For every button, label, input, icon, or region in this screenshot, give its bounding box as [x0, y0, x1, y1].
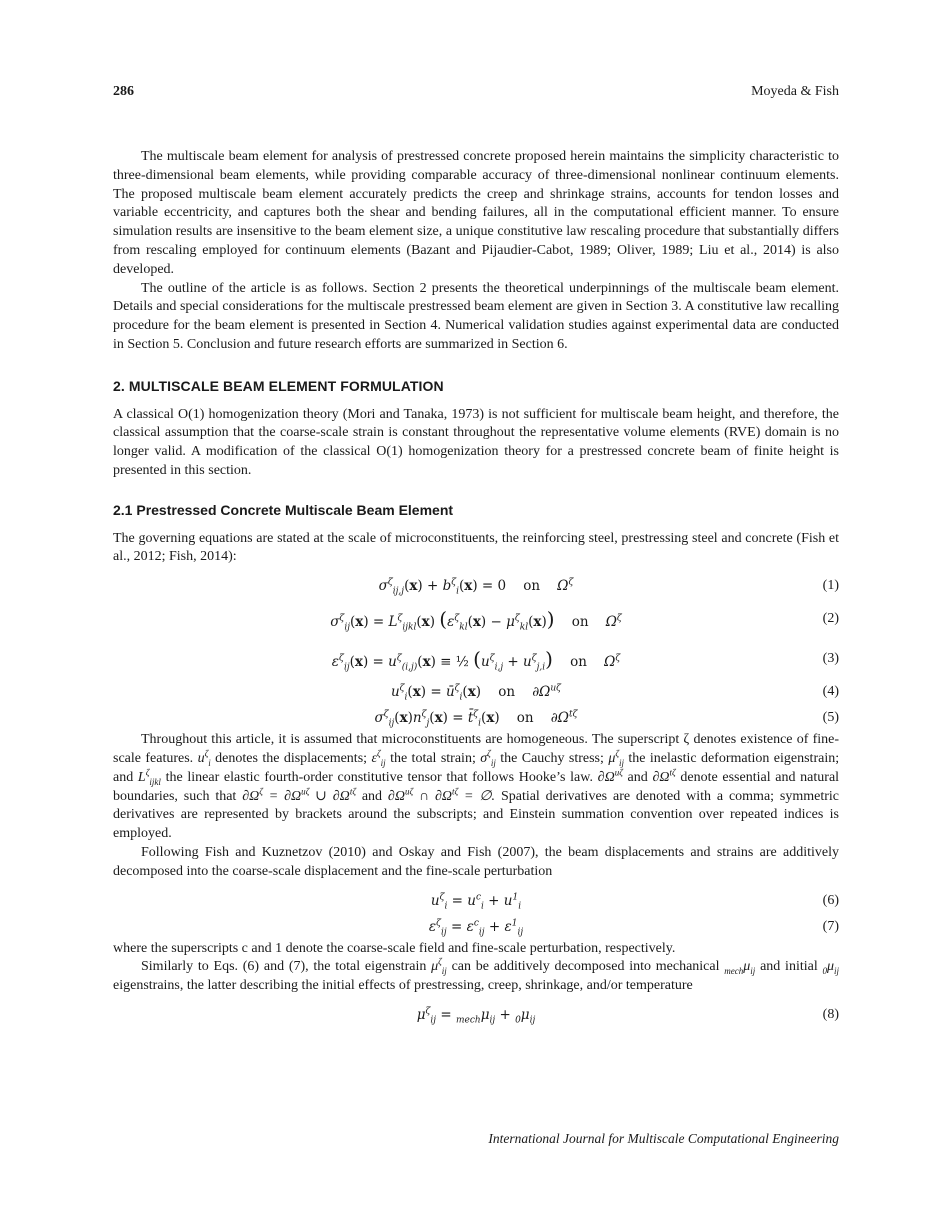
paragraph-superscripts: where the superscripts c and 1 denote the coarse-scale field and fine-scale perturbation, respectively. — [113, 940, 676, 956]
equation-number: (8) — [822, 1006, 839, 1022]
equation: $\sigma^\zeta_{ij}(x) = L^\zeta_{ijkl}(x) (\varepsilon^\zeta_{kl}(x) - \mu^\zeta_{kl}(x))$ on $\Omega^\zeta$ (2) — [113, 599, 839, 639]
equation-number: (7) — [822, 918, 839, 934]
equation: $\varepsilon^\zeta_{ij} = \varepsilon^c_{ij} + \varepsilon^1_{ij}$ (7) — [113, 914, 839, 940]
equation: $\varepsilon^\zeta_{ij}(x) = u^\zeta_{(i,j)}(x)$ ≡ ½ $(u^\zeta_{i,j} + u^\zeta_{j,i})$ on $\Omega^\zeta$ (3) — [113, 639, 839, 679]
equation-number: (1) — [822, 578, 839, 594]
paragraph-eigenstrain: Similarly to Eqs. (6) and (7), the total eigenstrain $\mu^\zeta_{ij}$ can be additively decomposed into mechanical $_{mech}\mu_{ij}$ and initial $_0\mu_{ij}$ eigenstrains, the latter describing the initial effects of prestressing, creep, shrinkage, and/or temperature — [113, 956, 840, 994]
equation-number: (4) — [822, 684, 839, 700]
article-body — [113, 148, 839, 1028]
equation-number: (6) — [822, 892, 839, 908]
equation: $u^\zeta_i = u^c_i + u^1_i$ (6) — [113, 888, 839, 914]
page — [113, 0, 839, 1232]
paragraph-governing: The governing equations are stated at the scale of microconstituents, the reinforcing steel, prestressing steel and concrete (Fish et al., 2012; Fish, 2014): — [113, 530, 839, 565]
equation-number: (3) — [822, 651, 839, 667]
equation: $u^\zeta_i(x)$ = $ū^\zeta_i(x)$ on $\partial\Omega^{u\zeta}$ (4) — [113, 679, 839, 705]
paragraph-decomposition: Following Fish and Kuznetzov (2010) and Oskay and Fish (2007), the beam displacements and strains are additively decomposed into the coarse-scale displacement and the fine-scale perturbation — [113, 844, 839, 879]
subsection-heading: 2.1 Prestressed Concrete Multiscale Beam Element — [113, 501, 454, 518]
paragraph-intro: The multiscale beam element for analysis of prestressed concrete proposed herein maintains the simplicity characteristic to three-dimensional beam elements, while providing comparable accuracy of three-dimensional nonlinear continuum elements. The proposed multiscale beam element accurately predicts the creep and shrinkage strains, accounts for tendon losses and variable eccentricity, and captures both the shear and bending failures, all in the computational efficient manner. To ensure simulation results are insensitive to the beam element size, a unique constitutive law rescaling procedure that substantially differs from rescaling employed for continuum elements (Bazant and Pijaudier-Cabot, 1989; Oliver, 1989; Liu et al., 2014) is also developed. — [113, 149, 839, 277]
equation: $\mu^\zeta_{ij} = _{mech}\mu_{ij} + _0\mu_{ij}$ (8) — [113, 1002, 839, 1028]
running-header — [113, 84, 839, 100]
equation-number: (5) — [822, 710, 839, 726]
paragraph-homogenization: A classical O(1) homogenization theory (Mori and Tanaka, 1973) is not sufficient for multiscale beam height, and therefore, the classical assumption that the coarse-scale strain is constant throughout the representative volume elements (RVE) domain is no longer valid. A modification of the classical O(1) homogenization theory for a prestressed concrete beam of finite height is presented in this section. — [113, 406, 839, 478]
equation: $\sigma^\zeta_{ij}(x)n^\zeta_j(x)$ = t̄$^\zeta_i$(x) on $\partial\Omega^{t\zeta}$ (5) — [113, 705, 839, 731]
paragraph-notation: Throughout this article, it is assumed that microconstituents are homogeneous. The superscript ζ denotes existence of fine-scale features. $u^\zeta_i$ denotes the displacements; $\varepsilon^\zeta_{ij}$ the total strain; $\sigma^\zeta_{ij}$ the Cauchy stress; $\mu^\zeta_{ij}$ the inelastic deformation eigenstrain; and $L^\zeta_{ijkl}$ the linear elastic fourth-order constitutive tensor that follows Hooke’s law. $\partial\Omega^{u\zeta}$ and $\partial\Omega^{t\zeta}$ denote essential and natural boundaries, such that $\partial\Omega^\zeta = \partial\Omega^{u\zeta}$ ∪ $\partial\Omega^{t\zeta}$ and $\partial\Omega^{u\zeta}$ ∩ $\partial\Omega^{t\zeta}$ = ∅. Spatial derivatives are denoted with a comma; symmetric derivatives are represented by brackets around the subscripts; and Einstein summation convention over repeated indices is employed. — [113, 732, 840, 842]
equation: $\sigma^\zeta_{ij,j}(x) + b^\zeta_i(x) = 0$ on $\Omega^\zeta$ (1) — [113, 573, 839, 599]
running-authors: Moyeda & Fish — [751, 84, 839, 99]
page-number: 286 — [113, 84, 134, 99]
section-heading: 2. MULTISCALE BEAM ELEMENT FORMULATION — [113, 377, 444, 394]
paragraph-outline: The outline of the article is as follows. Section 2 presents the theoretical underpinnings of the multiscale beam element. Details and special considerations for the multiscale prestressed beam element are given in Section 3. A constitutive law recalling procedure for the beam element is presented in Section 4. Numerical validation studies against experimental data are conducted in Section 5. Conclusion and future research efforts are summarized in Section 6. — [113, 280, 839, 352]
journal-footer: International Journal for Multiscale Computational Engineering — [488, 1131, 839, 1146]
equation-number: (2) — [822, 611, 839, 627]
